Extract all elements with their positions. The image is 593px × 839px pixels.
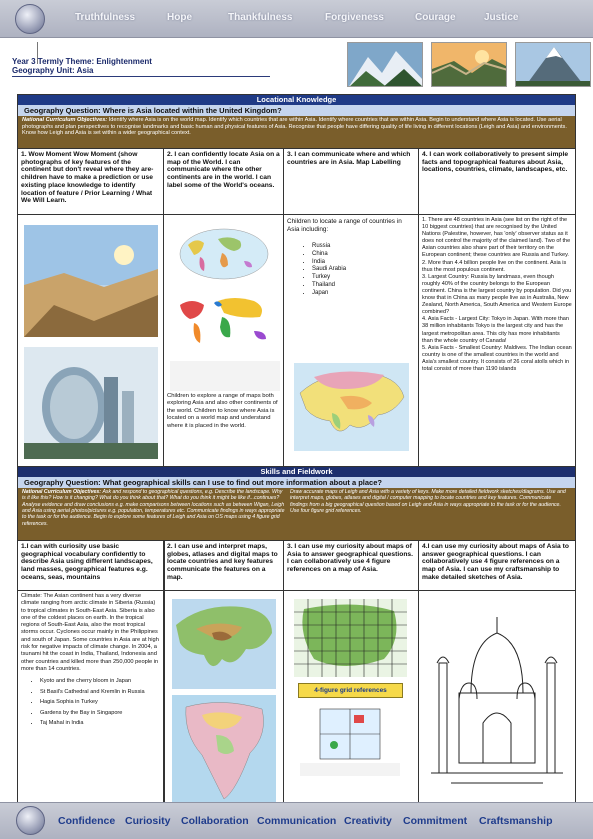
value-commitment: Commitment: [403, 815, 468, 827]
value-hope: Hope: [167, 12, 192, 23]
header-rule: [12, 76, 270, 77]
asia-political-map: [294, 363, 409, 451]
list-item: • Taj Mahal in India: [40, 720, 163, 728]
value-truthfulness: Truthfulness: [75, 12, 136, 23]
s1-col3-intro: Children to locate a range of countries in Asia including:: [287, 218, 402, 233]
list-item: • Saudi Arabia: [312, 266, 418, 274]
value-curiosity: Curiosity: [125, 815, 171, 827]
section-title-skills-fieldwork: Skills and Fieldwork: [18, 467, 575, 477]
value-creativity: Creativity: [344, 815, 392, 827]
s2-col1-content: [18, 591, 164, 819]
value-collaboration: Collaboration: [181, 815, 249, 827]
value-confidence: Confidence: [58, 815, 116, 827]
s2-col4-content: [419, 591, 575, 819]
grid-map: [294, 599, 407, 677]
nc-text-1: Identify where Asia is on the world map. Identify which countries that are within Asia. Identify where countries that are within Asia. Begin to understand where Asia is located. Use aerial photographs and plan perspectives to recognise landmarks and basic human and physical features of Asia. Recognise that people have differing quality of life living in different locations (Leigh and Asia) and environments. Know how Leigh and Asia is set within a wider geographical context.: [22, 117, 567, 137]
s2-col1-heading: [18, 541, 164, 591]
termly-theme: Year 3 Termly Theme: Enlightenment: [12, 57, 152, 66]
nc-objectives-1: [18, 116, 575, 148]
photo-mountain-peak: [515, 42, 591, 87]
list-item: • Thailand: [312, 282, 418, 290]
taj-mahal-sketch: [431, 603, 563, 799]
section-title-locational-knowledge: Locational Knowledge: [18, 95, 575, 105]
s1-col4-content: [419, 215, 575, 467]
climate-text: Climate: The Asian continent has a very diverse climate ranging from arctic climate in Siberia (Russia) to tropical climates in South-East Asia. Siberia is also one of the coldest places on earth. In the tropical regions of South-East Asia, also the most tropical storms occur. Cyclones occur mainly in the Philippines and south of Japan. Some countries in Asia are at high risk for negative impacts of climate change. In 2004, a tsunami hit the coast in India, Thailand, Indonesia and other countries and killed more than 250,000 people in more than 14 countries.: [21, 593, 159, 672]
photo-asian-skyline: [24, 347, 158, 459]
s1-col1-heading: [18, 149, 164, 215]
value-forgiveness: Forgiveness: [325, 12, 384, 23]
nc-label-2: National Curriculum Objectives:: [22, 489, 101, 495]
s2-col2-content: [164, 591, 284, 819]
list-item: • Turkey: [312, 274, 418, 282]
list-item: • St Basil's Cathedral and Kremlin in Russia: [40, 689, 163, 697]
photo-desert-sunset: [24, 225, 158, 337]
s1-col2-head-text: 2. I can confidently locate Asia on a map of the World. I can communicate where the other continents are in the world. I can label some of the World's oceans.: [167, 151, 280, 189]
s1-col2-text: Children to explore a range of maps both exploring Asia and also other continents of the world. Children to know where Asia is located on a world map and understand where it is placed in the world.: [167, 393, 278, 429]
world-map-continents: [178, 227, 270, 281]
list-item: • Hagia Sophia in Turkey: [40, 699, 163, 707]
planning-table: [17, 94, 576, 820]
top-banner: [0, 0, 593, 38]
list-item: • Kyoto and the cherry bloom in Japan: [40, 678, 163, 686]
geography-unit: Geography Unit: Asia: [12, 66, 94, 75]
nc-objectives-2: [18, 488, 575, 540]
list-item: • India: [312, 259, 418, 267]
value-communication: Communication: [257, 815, 337, 827]
list-item: • Gardens by the Bay in Singapore: [40, 710, 163, 718]
nc-left-col: [22, 489, 286, 527]
photo-great-wall: [431, 42, 507, 87]
nc-left-text: Ask and respond to geographical questions, e.g. Describe the landscape. Why is it like this? How is it changing? What do you think about that? What do you think it might be like if...continues? Analyse evidence and draw conclusions e.g. make comparisons between locations such as between Wigan, Leigh and Asia using aerial photos/pictures e.g. population, temperatures etc. Communicate findings in ways appropriate to the task or for the audience. Begin to explore some features of Leigh and Asia on OS maps using 4 figure grid references.: [22, 489, 285, 527]
s1-col3-head-text: 3. I can communicate where and which countries are in Asia. Map Labelling: [287, 151, 411, 166]
s1-col3-heading: [284, 149, 419, 215]
s1-col4-heading: [419, 149, 575, 215]
s1-col2-heading: [164, 149, 284, 215]
grid-reference-diagram: [300, 701, 400, 776]
bottom-banner: [0, 802, 593, 839]
nc-right-text: Draw accurate maps of Leigh and Asia with a variety of keys. Make more detailed fieldwork sketches/diagrams. Use and interpret maps, globes, atlases and digital / computer mapping to locate countries and key features. Communicate findings from a big geographical question based on Leigh and Asia in ways appropriate to the task or for the audience. Use four figure grid references.: [290, 489, 566, 515]
value-craftsmanship: Craftsmanship: [479, 815, 553, 827]
s2-col2-heading: [164, 541, 284, 591]
s2-col1-head-text: 1.I can with curiosity use basic geographical vocabulary confidently to describe Asia using different landscapes, land masses, geographical features e.g. oceans, seas, mountains: [21, 543, 153, 581]
column-divider: [164, 541, 165, 821]
question-where-is-asia: Geography Question: Where is Asia located within the United Kingdom?: [18, 105, 575, 116]
s2-col2-head-text: 2. I can use and interpret maps, globes, atlases and digital maps to locate countries and key features communicate the features on a map.: [167, 543, 278, 581]
s1-col4-head-text: 4. I can work collaboratively to present simple facts and topographical features about Asia, locations, countries, climate, landscapes, etc.: [422, 151, 569, 174]
value-justice: Justice: [484, 12, 519, 23]
world-map-coloured: [174, 291, 276, 351]
map-strip: [170, 361, 280, 391]
s2-col3-head-text: 3. I can use my curiosity about maps of Asia to answer geographical questions. I can collaboratively use 4 figure references on a map of Asia.: [287, 543, 413, 574]
grid-references-label: 4-figure grid references: [298, 683, 403, 698]
landmark-list: [18, 678, 163, 728]
photo-mountain-landscape: [347, 42, 423, 87]
nc-label-1: National Curriculum Objectives:: [22, 117, 108, 123]
question-geographical-skills: Geography Question: What geographical skills can I use to find out more information about a place?: [18, 477, 575, 488]
south-asia-map: [172, 695, 276, 805]
list-item: • China: [312, 251, 418, 259]
s1-col3-content: [284, 215, 419, 467]
s1-col1-head-text: 1. Wow Moment Wow Moment (show photographs of key features of the continent but don't reveal where they are- children have to make a prediction or use existing place knowledge to identify location of feature / Prior Learning / What We Will Learn.: [21, 151, 154, 205]
s2-col3-content: [284, 591, 419, 819]
s2-col4-head-text: 4.I can use my curiosity about maps of Asia to answer geographical questions. I can collaboratively use 4 figure references on a map of Asia. I can use my craftsmanship to make detailed sketches of Asia.: [422, 543, 569, 581]
s2-col4-heading: [419, 541, 575, 591]
country-list: [284, 243, 418, 298]
value-courage: Courage: [415, 12, 456, 23]
school-crest-icon: [16, 806, 45, 835]
value-thankfulness: Thankfulness: [228, 12, 293, 23]
s1-col1-content: [18, 215, 164, 467]
asia-facts-text: 1. There are 48 countries in Asia (see list on the right of the 10 biggest countries) that are recognised by the United Nations (Palestine, however, has 'only' observer status as it does not control the majority of the claimed land). Two of the Asian countries also share part of their territory on the European continent; these countries are Russia and Turkey. 2. More than 4.4 billion people live on the continent. Asia is thus the most populous continent. 3. Largest Country: Russia by landmass, even though roughly 40% of the country belongs to the European continent. China is the largest country by population. Did you know that in China as many people live as in Australia, New Zealand, North America, South America and Western Europe combined? 4. Asia Facts - Largest City: Tokyo in Japan. With more than 38 million inhabitants Tokyo is the largest city and has the largest metropolitan area. This city has more inhabitants than the whole country of Canada! 5. Asia Facts - Smallest Country: Maldives. The Indian ocean country is one of the smallest countries in the world and Asia's smallest country. It consists of 26 coral atolls which in total consist of more than 1190 islands: [422, 217, 572, 372]
s1-col2-content: [164, 215, 284, 467]
asia-physical-map: [172, 599, 276, 689]
values-list: [0, 12, 593, 28]
list-item: • Russia: [312, 243, 418, 251]
s2-col3-heading: [284, 541, 419, 591]
list-item: • Japan: [312, 290, 418, 298]
